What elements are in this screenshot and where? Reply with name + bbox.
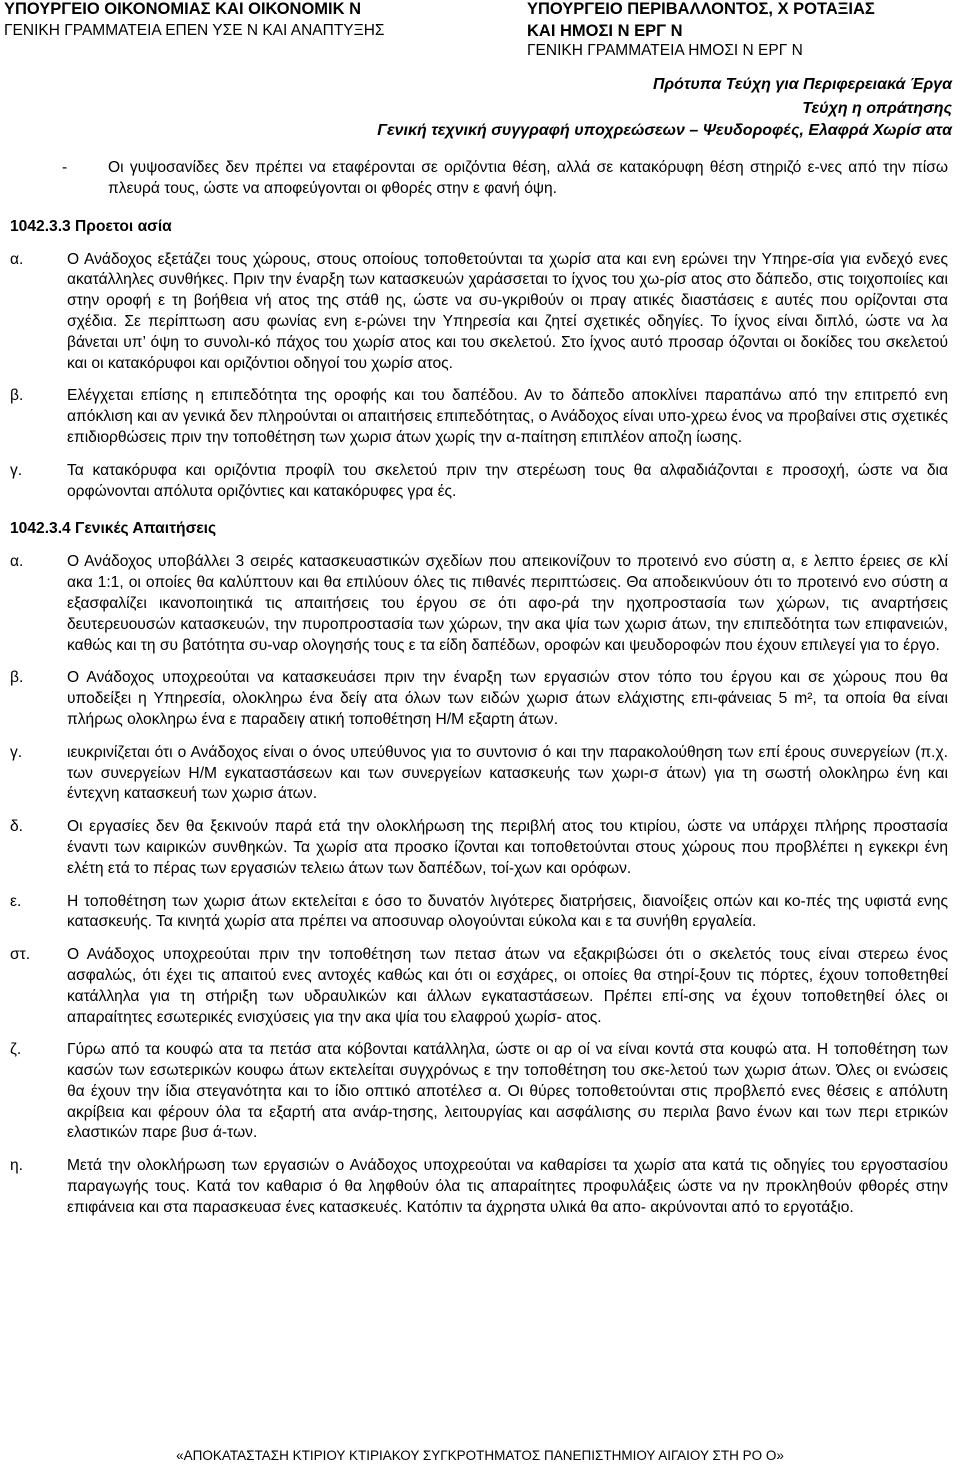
bullet-text: Οι γυψοσανίδες δεν πρέπει να εταφέρονται σε οριζόντια θέση, αλλά σε κατακόρυφη θέση στηριζό ε-νες από την πίσω πλευρά τους, ώστε να αποφεύγονται οι φθορές στην ε φανή όψη. bbox=[108, 159, 948, 197]
list-item bbox=[0, 1040, 960, 1144]
list-item-marker: β. bbox=[10, 387, 24, 405]
list-item bbox=[0, 945, 960, 1028]
list-item bbox=[0, 461, 960, 503]
secretariat-investments-title: ΓΕΝΙΚΗ ΓΡΑΜΜΑΤΕΙΑ ΕΠΕΝ ΥΣΕ Ν ΚΑΙ ΑΝΑΠΤΥΞΗΣ bbox=[4, 22, 385, 39]
list-item-marker: δ. bbox=[10, 818, 24, 836]
list-item-marker: α. bbox=[10, 553, 24, 571]
ministry-environment-title: ΥΠΟΥΡΓΕΙΟ ΠΕΡΙΒΑΛΛΟΝΤΟΣ, Χ ΡΟΤΑΞΙΑΣ bbox=[527, 0, 875, 18]
list-item bbox=[0, 1156, 960, 1218]
list-item-marker: στ. bbox=[10, 946, 31, 964]
standard-docs-title: Πρότυπα Τεύχη για Περιφερειακά Έργα bbox=[652, 76, 952, 93]
list-item-text: Ο Ανάδοχος υποχρεούται πριν την τοποθέτηση των πετασ άτων να εξακριβώσει ότι ο σκελετός τους είναι στερεω ένος ασφαλώς, ότι έχει τις απαιτού ενες αντοχές καθώς και ότι οι εσχάρες, οι οποίες θα στηρί-ξουν τις πόρτες, έχουν τοποθετηθεί κατάλληλα για τη στήριξη των υδραυλικών και άλλων εγκαταστάσεων. Πρέπει επί-σης να έχουν τοποθετηθεί όλες οι απαραίτητες εσωτερικές ενισχύσεις για την ακα ψία του ελαφρού χωρίσ- ατος. bbox=[67, 946, 948, 1026]
ministry-environment-title-line2: ΚΑΙ ΗΜΟΣΙ Ν ΕΡΓ Ν bbox=[527, 22, 683, 40]
list-item-text: Γύρω από τα κουφώ ατα τα πετάσ ατα κόβονται κατάλληλα, ώστε οι αρ οί να είναι κοντά στα κουφώ ατα. Η τοποθέτηση των κασών των εσωτερικών κουφω άτων εκτελείται συγχρόνως ε την τοποθέτηση του σκε-λετού των χωρισ άτων. Όλες οι ενώσεις θα έχουν την ίδια στεγανότητα και το ίδιο οπτικό αποτέλεσ α. Οι θύρες τοποθετούνται στις προβλεπό ενες θέσεις ε απόλυτη ακρίβεια και φέρουν όλα τα εξαρτή ατα ανάρ-τησης, λειτουργίας και ασφάλισης συ περιλα βανο ένων και των περι ετρικών ελαστικών παρε βυσ ά-των. bbox=[67, 1041, 948, 1142]
list-item-text: Ελέγχεται επίσης η επιπεδότητα της οροφής και του δαπέδου. Αν το δάπεδο αποκλίνει παραπάνω από την επιτρεπό ενη απόκλιση και αν γενικά δεν πληρούνται οι απαιτήσεις επιπεδότητας, ο Ανάδοχος είναι υπο-χρεω ένος να προβαίνει στις σχετικές επιδιορθώσεις πριν την τοποθέτηση των χωρισ άτων χωρίς την α-παίτηση επιπλέον αποζη ίωσης. bbox=[67, 387, 948, 446]
section-heading-general-requirements: 1042.3.4 Γενικές Απαιτήσεις bbox=[10, 520, 217, 538]
list-item-marker: α. bbox=[10, 250, 24, 268]
list-item-marker: β. bbox=[10, 669, 24, 687]
list-item-text: Η τοποθέτηση των χωρισ άτων εκτελείται ε όσο το δυνατόν λιγότερες διατρήσεις, διανοίξεις οπών και κο-πές της υφιστά ενης κατασκευής. Τα κινητά χωρίσ ατα πρέπει να αποσυναρ ολογούνται εύκολα και ε τα συνήθη εργαλεία. bbox=[67, 892, 948, 931]
list-item-text: Τα κατακόρυφα και οριζόντια προφίλ του σκελετού πριν την στερέωση τους θα αλφαδιάζονται ε προσοχή, ώστε να δια ορφώνονται απόλυτα οριζόντιες και κατακόρυφες γρα ές. bbox=[67, 461, 948, 500]
list-item-text: ιευκρινίζεται ότι ο Ανάδοχος είναι ο όνος υπεύθυνος για το συντονισ ό και την παρακολούθηση των επί έρους συνεργείων (π.χ. των συνεργείων Η/Μ εγκαταστάσεων και των συνεργείων κατασκευής των χωρι-σ άτων) για τη σωστή ολοκληρω ένη και έντεχνη κατασκευή των χωρισ άτων. bbox=[67, 743, 948, 803]
list-item bbox=[0, 250, 960, 375]
list-item-marker: ζ. bbox=[10, 1041, 22, 1059]
tender-docs-subtitle: Τεύχη η οπράτησης bbox=[802, 100, 952, 117]
list-item bbox=[0, 668, 960, 730]
list-item-marker: γ. bbox=[10, 743, 23, 761]
page-footer: «ΑΠΟΚΑΤΑΣΤΑΣΗ ΚΤΙΡΙΟΥ ΚΤΙΡΙΑΚΟΥ ΣΥΓΚΡΟΤΗΜΑΤΟΣ ΠΑΝΕΠΙΣΤΗΜΙΟΥ ΑΙΓΑΙΟΥ ΣΤΗ ΡΟ Ο» bbox=[176, 1448, 784, 1463]
list-item bbox=[0, 552, 960, 656]
list-item-text: Οι εργασίες δεν θα ξεκινούν παρά ετά την ολοκλήρωση της περιβλή ατος του κτιρίου, ώστε να υπάρχει πλήρης προστασία έναντι των καιρικών συνθηκών. Τα χωρίσ ατα προσκο ίζονται και τοποθετούνται στους χώρους που προβλέπει η εγκεκρι ένη ελέτη ετά το πέρας των εργασιών τελειω άτων των δαπέδων, τοί-χων και ορόφων. bbox=[67, 818, 948, 877]
list-item-text: Ο Ανάδοχος εξετάζει τους χώρους, στους οποίους τοποθετούνται τα χωρίσ ατα και ενη ερώνει την Υπηρε-σία για ενδεχό ενες ακατάλληλες συνθήκες. Πριν την έναρξη των κατασκευών χαράσσεται το ίχνος του χω-ρίσ ατος στο δάπεδο, στις τοιχοποιίες και στην οροφή ε τη βοήθεια νή ατος της στάθ ης, ώστε να συ-γκριθούν οι πραγ ατικές διαστάσεις ε αυτές που ορίζονται στα σχέδια. Σε περίπτωση ασυ φωνίας ενη ε-ρώνει την Υπηρεσία και ζητεί σχετικές οδηγίες. Το ίχνος είναι διπλό, ώστε να λα βάνεται υπ’ όψη το συνολι-κό πάχος του χωρίσ ατος και του σκελετού. Στο ίχνος αυτό προσαρ όζονται οι δοκίδες του σκελετού και οι κατακόρυφοι και οριζόντιοι οδηγοί του χωρίσ ατος. bbox=[67, 250, 948, 372]
list-item-marker: ε. bbox=[10, 892, 22, 910]
section-preparation-list bbox=[0, 250, 960, 503]
list-item-text: Μετά την ολοκλήρωση των εργασιών ο Ανάδοχος υποχρεούται να καθαρίσει τα χωρίσ ατα κατά τις οδηγίες του εργοστασίου παραγωγής τους. Κατά τον καθαρισ ό θα ληφθούν όλα τις απαραίτητες προφυλάξεις ώστε να ην προκληθούν φθορές στην επιφάνεια και στα παρασκευασ ένες κατασκευές. Κατόπιν τα άχρηστα υλικά θα απο- ακρύνονται από το εργοτάξιο. bbox=[67, 1157, 948, 1216]
list-item-text: Ο Ανάδοχος υποχρεούται να κατασκευάσει πριν την έναρξη των εργασιών στον τόπο του έργου και σε χώρους που θα υποδείξει η Υπηρεσία, ολοκληρω ένα δείγ ατα όλων των ειδών χωρισ άτων ελάχιστης επι-φάνειας 5 m², τα οποία θα είναι πλήρως ολοκληρω ένα ε παραδειγ ατική τοποθέτηση Η/Μ εξαρτη άτων. bbox=[67, 669, 948, 728]
list-item bbox=[0, 743, 960, 805]
document-body bbox=[0, 148, 960, 1219]
section-heading-preparation: 1042.3.3 Προετοι ασία bbox=[10, 217, 172, 235]
specification-subtitle: Γενική τεχνική συγγραφή υποχρεώσεων – Ψευδοροφές, Ελαφρά Χωρίσ ατα bbox=[377, 122, 952, 139]
list-item bbox=[0, 817, 960, 879]
intro-bullet bbox=[0, 158, 960, 200]
list-item-text: Ο Ανάδοχος υποβάλλει 3 σειρές κατασκευαστικών σχεδίων που απεικονίζουν το προτεινό ενο σύστη α, ε λεπτο έρειες σε κλί ακα 1:1, οι οποίες θα καλύπτουν και θα επιλύουν όλες τις πιθανές περιπτώσεις. Θα αποδεικνύουν ότι το προτεινό ενο σύστη α εξασφαλίζει ικανοποιητικά τις απαιτήσεις του έργου σε ότι αφο-ρά την ηχοπροστασία των χώρων, τις αναρτήσεις δευτερευουσών κατασκευών, την πυροπροστασία των χώρων, την ακα ψία των χωρισ άτων, την επιπεδότητα των επιφανειών, καθώς και τη συ βατότητα συ-ναρ ολογησής τους ε τα είδη δαπέδων, οροφών και ψευδοροφών που έχουν επιλεγεί για το έργο. bbox=[67, 553, 948, 654]
list-item-marker: γ. bbox=[10, 461, 23, 479]
list-item bbox=[0, 892, 960, 934]
list-item bbox=[0, 386, 960, 448]
ministry-economy-title: ΥΠΟΥΡΓΕΙΟ ΟΙΚΟΝΟΜΙΑΣ ΚΑΙ ΟΙΚΟΝΟΜΙΚ Ν bbox=[4, 0, 362, 18]
list-item-marker: η. bbox=[10, 1157, 24, 1175]
secretariat-public-works-title: ΓΕΝΙΚΗ ΓΡΑΜΜΑΤΕΙΑ ΗΜΟΣΙ Ν ΕΡΓ Ν bbox=[527, 42, 803, 59]
section-general-requirements-list bbox=[0, 552, 960, 1218]
bullet-marker: - bbox=[62, 159, 68, 176]
